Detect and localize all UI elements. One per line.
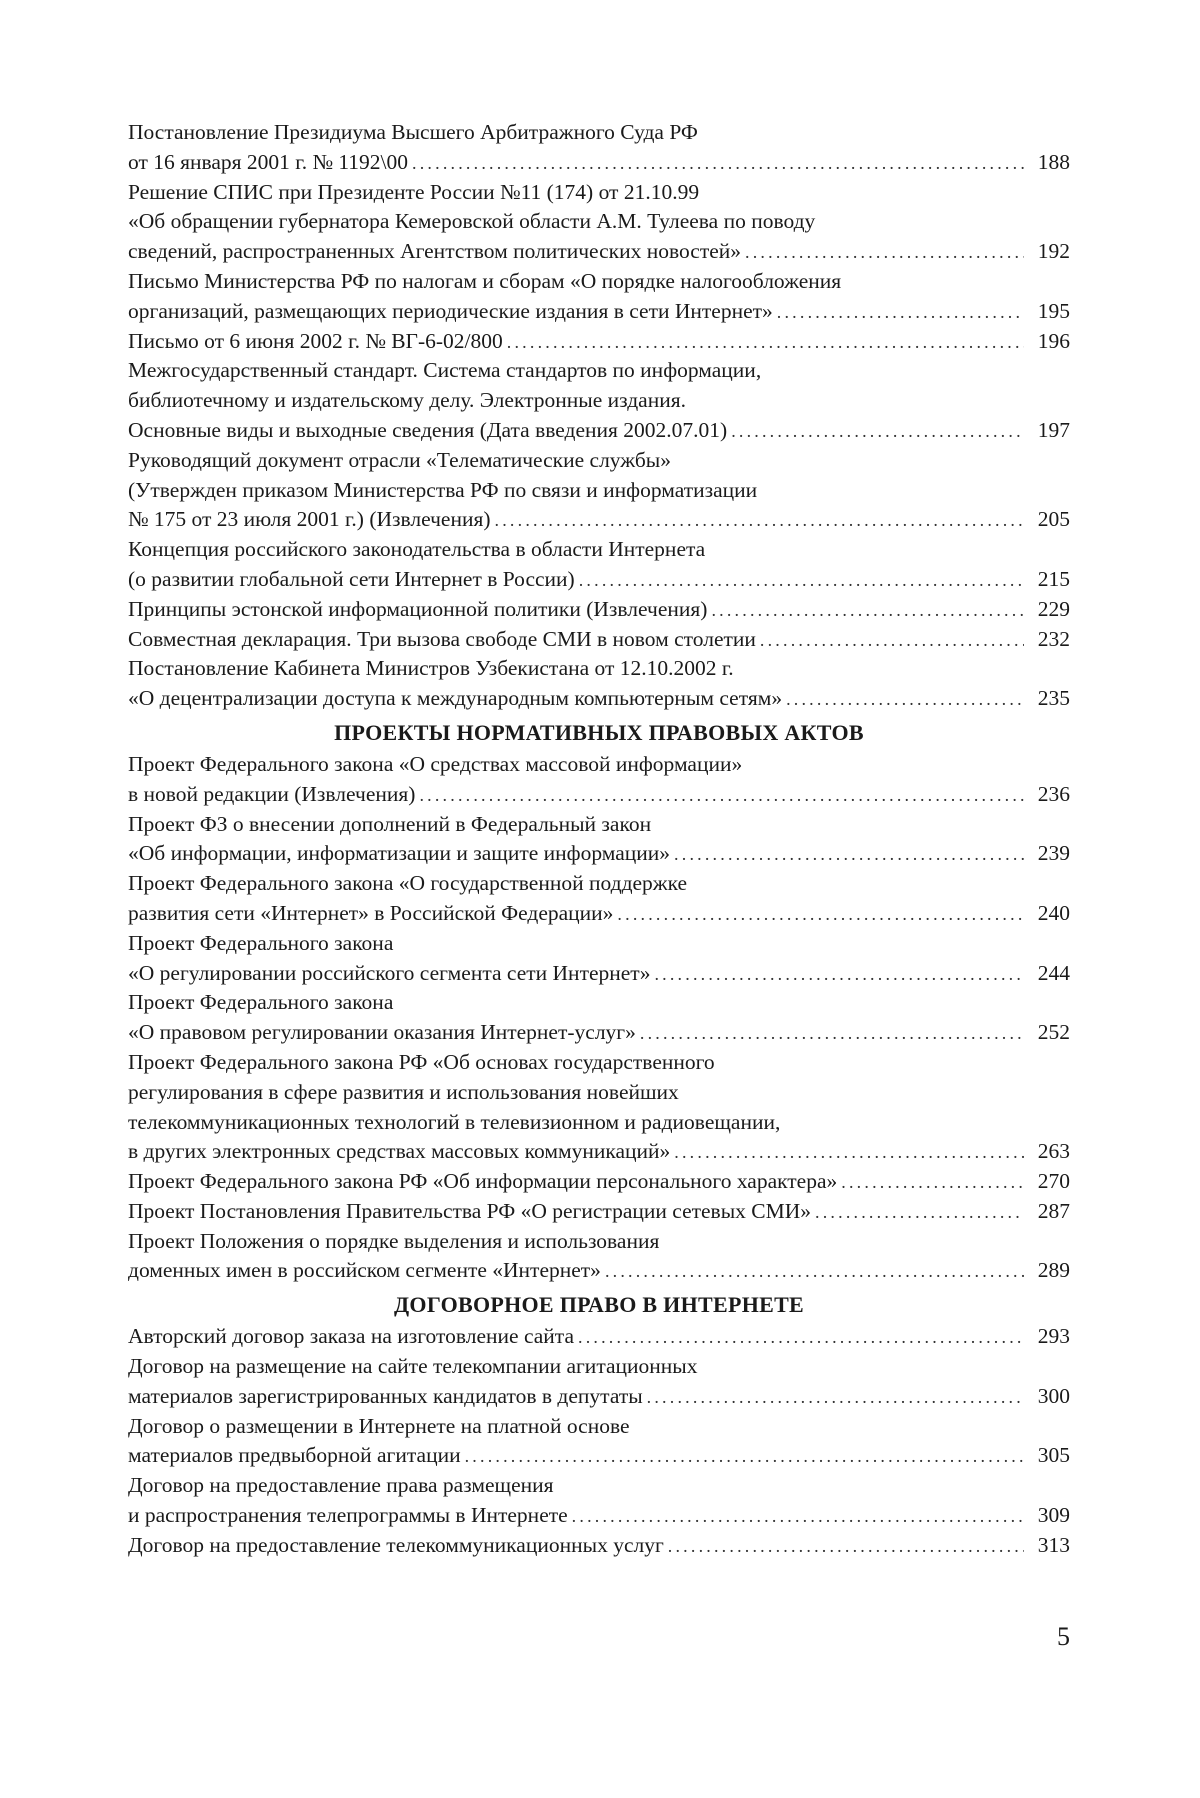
toc-entry-text: Письмо Министерства РФ по налогам и сборам «О порядке налогообложения bbox=[128, 268, 842, 293]
toc-entry-text: сведений, распространенных Агентством политических новостей» bbox=[128, 239, 742, 264]
toc-entry-line bbox=[128, 416, 1070, 446]
section-heading: ДОГОВОРНОЕ ПРАВО В ИНТЕРНЕТЕ bbox=[393, 1292, 805, 1318]
toc-entry-line bbox=[128, 1167, 1070, 1197]
dot-leader bbox=[647, 1383, 1024, 1413]
dot-leader bbox=[815, 1198, 1024, 1228]
toc-entry-text: Письмо от 6 июня 2002 г. № ВГ-6-02/800 bbox=[128, 328, 503, 353]
toc-entry-line bbox=[128, 565, 1070, 595]
toc-page-number: 300 bbox=[1037, 1383, 1070, 1408]
toc-page-number: 239 bbox=[1037, 841, 1070, 866]
toc-entry-text: Договор на размещение на сайте телекомпании агитационных bbox=[128, 1354, 698, 1379]
toc-entry-line bbox=[128, 535, 1070, 565]
dot-leader bbox=[465, 1442, 1024, 1472]
dot-leader bbox=[841, 1168, 1024, 1198]
toc-entry[interactable] bbox=[128, 929, 1070, 989]
dot-leader bbox=[654, 960, 1024, 990]
toc-entry-text: Проект Федерального закона РФ «Об основах государственного bbox=[128, 1049, 715, 1074]
toc-entry-text: «О децентрализации доступа к международным компьютерным сетям» bbox=[128, 686, 783, 711]
toc-entry[interactable] bbox=[128, 178, 1070, 267]
toc-page-number: 305 bbox=[1037, 1443, 1070, 1468]
toc-entry[interactable] bbox=[128, 356, 1070, 445]
toc-entry-text: в новой редакции (Извлечения) bbox=[128, 781, 416, 806]
section-heading: ПРОЕКТЫ НОРМАТИВНЫХ ПРАВОВЫХ АКТОВ bbox=[334, 719, 864, 745]
toc-entry-text: Принципы эстонской информационной политики (Извлечения) bbox=[128, 596, 708, 621]
toc-entry-text: Проект Федерального закона bbox=[128, 930, 394, 955]
toc-entry-line bbox=[128, 476, 1070, 506]
toc-entry-line bbox=[128, 237, 1070, 267]
toc-entry-line bbox=[128, 1501, 1070, 1531]
toc-entry[interactable] bbox=[128, 1048, 1070, 1167]
toc-page-number: 293 bbox=[1037, 1324, 1070, 1349]
toc-entry-text: Договор о размещении в Интернете на платной основе bbox=[128, 1413, 630, 1438]
toc-entry-text: Руководящий документ отрасли «Телематические службы» bbox=[128, 447, 671, 472]
toc-entry[interactable] bbox=[128, 1412, 1070, 1472]
toc-entry[interactable] bbox=[128, 327, 1070, 357]
toc-entry-line bbox=[128, 750, 1070, 780]
toc-entry-line bbox=[128, 684, 1070, 714]
toc-entry-line bbox=[128, 1227, 1070, 1257]
toc-entry[interactable] bbox=[128, 1471, 1070, 1531]
toc-entry-text: в других электронных средствах массовых коммуникаций» bbox=[128, 1139, 671, 1164]
toc-entry-text: регулирования в сфере развития и использования новейших bbox=[128, 1079, 679, 1104]
dot-leader bbox=[640, 1019, 1024, 1049]
toc-entry-line bbox=[128, 1197, 1070, 1227]
dot-leader bbox=[745, 238, 1024, 268]
toc-page-number: 287 bbox=[1037, 1198, 1070, 1223]
toc-entry-line bbox=[128, 899, 1070, 929]
toc-entry[interactable] bbox=[128, 625, 1070, 655]
toc-entry-line bbox=[128, 1382, 1070, 1412]
toc-entry-line bbox=[128, 1018, 1070, 1048]
toc-entry-text: Совместная декларация. Три вызова свободе СМИ в новом столетии bbox=[128, 626, 756, 651]
dot-leader bbox=[507, 328, 1024, 358]
toc-page-number: 215 bbox=[1037, 566, 1070, 591]
dot-leader bbox=[572, 1502, 1024, 1532]
toc-entry-line bbox=[128, 207, 1070, 237]
toc-entry-line bbox=[128, 1352, 1070, 1382]
toc-entry-text: материалов зарегистрированных кандидатов в депутаты bbox=[128, 1383, 643, 1408]
toc-entry[interactable] bbox=[128, 810, 1070, 870]
page-number: 5 bbox=[1057, 1622, 1070, 1651]
toc-entry-text: «Об информации, информатизации и защите информации» bbox=[128, 841, 671, 866]
toc-entry-line bbox=[128, 356, 1070, 386]
toc-page-number: 270 bbox=[1037, 1169, 1070, 1194]
toc-entry-line bbox=[128, 1322, 1070, 1352]
dot-leader bbox=[786, 685, 1024, 715]
toc-entry-line bbox=[128, 297, 1070, 327]
toc-entry-text: Решение СПИС при Президенте России №11 (174) от 21.10.99 bbox=[128, 179, 700, 204]
toc-entry-text: Договор на предоставление права размещения bbox=[128, 1473, 554, 1498]
dot-leader bbox=[674, 840, 1024, 870]
toc-page-number: 263 bbox=[1037, 1139, 1070, 1164]
dot-leader bbox=[605, 1257, 1024, 1287]
toc-entry-line bbox=[128, 1137, 1070, 1167]
toc-entry-line bbox=[128, 810, 1070, 840]
toc-entry-text: Межгосударственный стандарт. Система стандартов по информации, bbox=[128, 358, 762, 383]
dot-leader bbox=[419, 781, 1024, 811]
dot-leader bbox=[760, 626, 1024, 656]
toc-entry-line bbox=[128, 327, 1070, 357]
dot-leader bbox=[495, 506, 1024, 536]
toc-entry[interactable] bbox=[128, 869, 1070, 929]
toc-entry-text: Основные виды и выходные сведения (Дата введения 2002.07.01) bbox=[128, 417, 728, 442]
toc-entry[interactable] bbox=[128, 988, 1070, 1048]
toc-entry-line bbox=[128, 1256, 1070, 1286]
toc-entry-text: (Утвержден приказом Министерства РФ по связи и информатизации bbox=[128, 477, 758, 502]
toc-entry-text: Постановление Кабинета Министров Узбекистана от 12.10.2002 г. bbox=[128, 656, 734, 681]
toc-entry-text: «О регулировании российского сегмента сети Интернет» bbox=[128, 960, 651, 985]
toc-entry-line bbox=[128, 178, 1070, 208]
toc-entry-text: № 175 от 23 июля 2001 г.) (Извлечения) bbox=[128, 507, 491, 532]
toc-entry[interactable] bbox=[128, 118, 1070, 178]
toc-entry-text: и распространения телепрограммы в Интернете bbox=[128, 1503, 568, 1528]
toc-entry-text: Постановление Президиума Высшего Арбитражного Суда РФ bbox=[128, 120, 698, 144]
dot-leader bbox=[711, 596, 1024, 626]
toc-entry-text: Проект Постановления Правительства РФ «О регистрации сетевых СМИ» bbox=[128, 1198, 812, 1223]
dot-leader bbox=[617, 900, 1024, 930]
toc-page-number: 196 bbox=[1037, 328, 1070, 353]
toc-entry-line bbox=[128, 118, 1070, 148]
toc-entry-line bbox=[128, 1531, 1070, 1561]
toc-entry-text: (о развитии глобальной сети Интернет в России) bbox=[128, 566, 575, 591]
toc-entry-line bbox=[128, 595, 1070, 625]
toc-entry-line bbox=[128, 654, 1070, 684]
toc-entry-text: Проект Федерального закона «О средствах массовой информации» bbox=[128, 751, 743, 776]
toc-page-number: 188 bbox=[1037, 149, 1070, 174]
table-of-contents bbox=[128, 118, 1070, 1561]
toc-entry[interactable] bbox=[128, 1322, 1070, 1352]
toc-entry-text: от 16 января 2001 г. № 1192\00 bbox=[128, 149, 409, 174]
toc-entry-text: Проект Федерального закона bbox=[128, 990, 394, 1015]
dot-leader bbox=[412, 149, 1024, 179]
dot-leader bbox=[579, 566, 1024, 596]
toc-entry-line bbox=[128, 988, 1070, 1018]
toc-page-number: 197 bbox=[1037, 417, 1070, 442]
toc-entry-line bbox=[128, 386, 1070, 416]
toc-entry[interactable] bbox=[128, 750, 1070, 810]
toc-entry[interactable] bbox=[128, 1227, 1070, 1287]
toc-page-number: 232 bbox=[1037, 626, 1070, 651]
toc-page-number: 236 bbox=[1037, 781, 1070, 806]
toc-entry-line bbox=[128, 780, 1070, 810]
toc-page-number: 289 bbox=[1037, 1258, 1070, 1283]
toc-entry-text: развития сети «Интернет» в Российской Федерации» bbox=[128, 900, 614, 925]
toc-entry-line bbox=[128, 1078, 1070, 1108]
toc-page-number: 195 bbox=[1037, 298, 1070, 323]
toc-page-number: 252 bbox=[1037, 1020, 1070, 1045]
toc-entry-line bbox=[128, 446, 1070, 476]
toc-entry[interactable] bbox=[128, 654, 1070, 714]
toc-entry[interactable] bbox=[128, 595, 1070, 625]
toc-entry-line bbox=[128, 1412, 1070, 1442]
toc-page-number: 229 bbox=[1037, 596, 1070, 621]
toc-entry[interactable] bbox=[128, 446, 1070, 535]
toc-entry-text: Проект Федерального закона «О государственной поддержке bbox=[128, 871, 688, 896]
toc-entry-text: Концепция российского законодательства в области Интернета bbox=[128, 537, 706, 562]
toc-entry-line bbox=[128, 1471, 1070, 1501]
toc-entry[interactable] bbox=[128, 1197, 1070, 1227]
toc-page-number: 192 bbox=[1037, 239, 1070, 264]
toc-entry-line bbox=[128, 505, 1070, 535]
toc-entry-line bbox=[128, 929, 1070, 959]
toc-entry-text: телекоммуникационных технологий в телевизионном и радиовещании, bbox=[128, 1109, 781, 1134]
toc-entry-line bbox=[128, 1441, 1070, 1471]
toc-entry-line bbox=[128, 1108, 1070, 1138]
toc-entry-text: «Об обращении губернатора Кемеровской области А.М. Тулеева по поводу bbox=[128, 209, 816, 234]
toc-entry-text: организаций, размещающих периодические издания в сети Интернет» bbox=[128, 298, 773, 323]
toc-page-number: 313 bbox=[1037, 1532, 1070, 1557]
toc-page-number: 235 bbox=[1037, 686, 1070, 711]
toc-entry-text: Проект Федерального закона РФ «Об информации персонального характера» bbox=[128, 1169, 838, 1194]
toc-page-number: 309 bbox=[1037, 1503, 1070, 1528]
toc-entry-line bbox=[128, 148, 1070, 178]
toc-entry-text: Проект ФЗ о внесении дополнений в Федеральный закон bbox=[128, 811, 652, 836]
dot-leader bbox=[777, 298, 1024, 328]
toc-entry-line bbox=[128, 267, 1070, 297]
toc-entry-text: Проект Положения о порядке выделения и использования bbox=[128, 1228, 660, 1253]
dot-leader bbox=[674, 1138, 1024, 1168]
toc-entry-text: доменных имен в российском сегменте «Интернет» bbox=[128, 1258, 601, 1283]
toc-entry[interactable] bbox=[128, 1352, 1070, 1412]
toc-entry-line bbox=[128, 839, 1070, 869]
toc-entry-text: библиотечному и издательскому делу. Электронные издания. bbox=[128, 388, 687, 413]
dot-leader bbox=[578, 1323, 1024, 1353]
toc-page-number: 240 bbox=[1037, 900, 1070, 925]
toc-entry[interactable] bbox=[128, 535, 1070, 595]
toc-entry-line bbox=[128, 1048, 1070, 1078]
toc-entry-line bbox=[128, 869, 1070, 899]
toc-page-number: 205 bbox=[1037, 507, 1070, 532]
toc-entry-line bbox=[128, 959, 1070, 989]
toc-entry-text: Договор на предоставление телекоммуникационных услуг bbox=[128, 1532, 664, 1557]
toc-entry-line bbox=[128, 625, 1070, 655]
toc-entry[interactable] bbox=[128, 1167, 1070, 1197]
toc-entry[interactable] bbox=[128, 267, 1070, 327]
dot-leader bbox=[731, 417, 1024, 447]
toc-entry-text: «О правовом регулировании оказания Интернет-услуг» bbox=[128, 1020, 636, 1045]
toc-entry-text: материалов предвыборной агитации bbox=[128, 1443, 461, 1468]
toc-entry[interactable] bbox=[128, 1531, 1070, 1561]
dot-leader bbox=[668, 1532, 1024, 1562]
toc-page-number: 244 bbox=[1037, 960, 1070, 985]
toc-entry-text: Авторский договор заказа на изготовление сайта bbox=[128, 1324, 574, 1349]
